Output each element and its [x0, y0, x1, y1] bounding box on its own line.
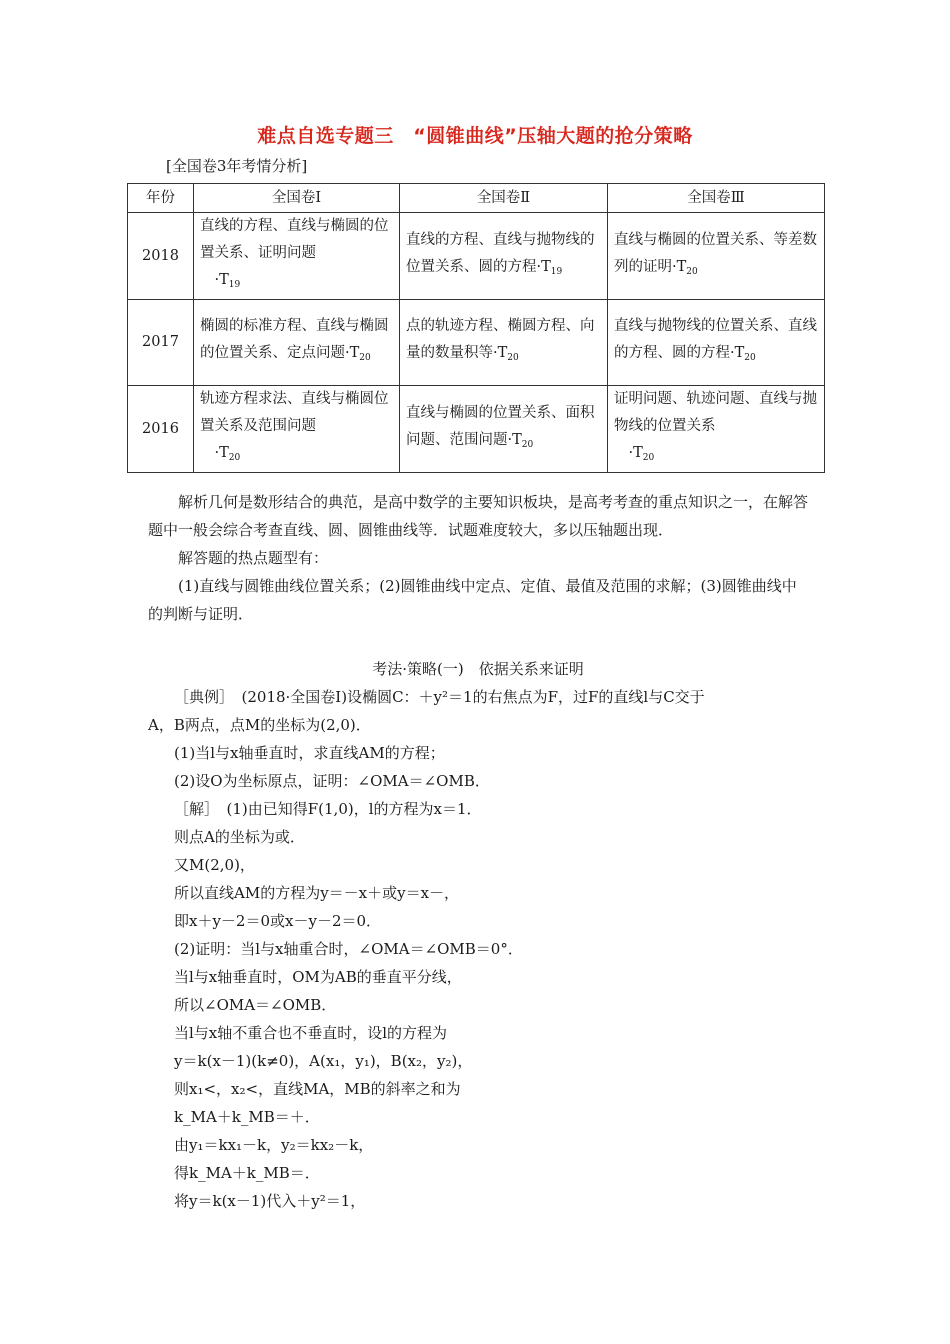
solution-line: 当l与x轴不重合也不垂直时，设l的方程为	[174, 1024, 448, 1042]
table-cell: 直线与抛物线的位置关系、直线的方程、圆的方程$\cdot T_{20}$	[608, 300, 825, 386]
solution-line: 所以直线AM的方程为y＝－x＋或y＝x－，	[174, 884, 460, 902]
table-cell: 点的轨迹方程、椭圆方程、向量的数量积等$\cdot T_{20}$	[400, 300, 608, 386]
solution-line: 所以∠OMA＝∠OMB．	[174, 996, 337, 1014]
header-paper-1: 全国卷Ⅰ	[194, 184, 400, 213]
table-cell: 证明问题、轨迹问题、直线与抛物线的位置关系 $\cdot T_{20}$	[608, 386, 825, 473]
table-header-row	[128, 184, 825, 213]
solution-line: (2)证明：当l与x轴重合时，∠OMA＝∠OMB＝0°．	[174, 940, 523, 958]
solution-line: 由y₁＝kx₁－k，y₂＝kx₂－k，	[174, 1136, 374, 1154]
table-cell: 椭圆的标准方程、直线与椭圆的位置关系、定点问题$\cdot T_{20}$	[194, 300, 400, 386]
intro-paragraph: 解析几何是数形结合的典范，是高中数学的主要知识板块，是高考考查的重点知识之一，在解答题中一般会综合考查直线、圆、圆锥曲线等．试题难度较大，多以压轴题出现．	[148, 493, 809, 539]
solution-line: 则点A的坐标为或．	[174, 828, 305, 846]
solution-line: 得k_MA＋k_MB＝．	[174, 1164, 320, 1182]
page-title: 难点自选专题三 “圆锥曲线”压轴大题的抢分策略	[257, 125, 693, 147]
solution-line: ［解］ (1)由已知得F(1,0)，l的方程为x＝1．	[174, 800, 482, 818]
year-cell: 2016	[128, 386, 194, 473]
intro-paragraph: (1)直线与圆锥曲线位置关系；(2)圆锥曲线中定点、定值、最值及范围的求解；(3)圆锥曲线中的判断与证明．	[148, 577, 797, 623]
year-cell: 2017	[128, 300, 194, 386]
solution-block	[148, 795, 808, 1215]
solution-line: 将y＝k(x－1)代入＋y²＝1，	[174, 1192, 366, 1210]
table-row	[128, 386, 825, 473]
exam-analysis-table	[127, 183, 825, 473]
header-paper-3: 全国卷Ⅲ	[608, 184, 825, 213]
year-cell: 2018	[128, 213, 194, 300]
solution-line: 即x＋y－2＝0或x－y－2＝0．	[174, 912, 382, 930]
header-paper-2: 全国卷Ⅱ	[400, 184, 608, 213]
solution-line: y＝k(x－1)(k≠0)，A(x₁，y₁)，B(x₂，y₂)，	[174, 1052, 473, 1070]
table-cell: 直线的方程、直线与椭圆的位置关系、证明问题 $\cdot T_{19}$	[194, 213, 400, 300]
header-year: 年份	[128, 184, 194, 213]
solution-line: 当l与x轴垂直时，OM为AB的垂直平分线，	[174, 968, 462, 986]
analysis-label: [全国卷3年考情分析]	[166, 157, 308, 175]
table-cell: 直线的方程、直线与抛物线的位置关系、圆的方程$\cdot T_{19}$	[400, 213, 608, 300]
question-1: (1)当l与x轴垂直时，求直线AM的方程；	[174, 744, 445, 762]
solution-line: 又M(2,0)，	[174, 856, 255, 874]
table-cell: 直线与椭圆的位置关系、面积问题、范围问题$\cdot T_{20}$	[400, 386, 608, 473]
intro-section	[148, 488, 808, 628]
example-line: A，B两点，点M的坐标为(2,0)．	[148, 716, 371, 734]
question-2: (2)设O为坐标原点，证明：∠OMA＝∠OMB．	[174, 772, 490, 790]
table-row	[128, 213, 825, 300]
example-line: ［典例］ (2018·全国卷Ⅰ)设椭圆C：＋y²＝1的右焦点为F，过F的直线l与C交于	[174, 688, 705, 706]
table-cell: 直线与椭圆的位置关系、等差数列的证明$\cdot T_{20}$	[608, 213, 825, 300]
table-cell: 轨迹方程求法、直线与椭圆位置关系及范围问题 $\cdot T_{20}$	[194, 386, 400, 473]
solution-line: k_MA＋k_MB＝＋．	[174, 1108, 320, 1126]
intro-paragraph: 解答题的热点题型有：	[178, 549, 329, 567]
example-section	[148, 655, 808, 1215]
section-title: 考法·策略(一) 依据关系来证明	[372, 660, 584, 678]
table-row	[128, 300, 825, 386]
solution-line: 则x₁<，x₂<，直线MA，MB的斜率之和为	[174, 1080, 461, 1098]
